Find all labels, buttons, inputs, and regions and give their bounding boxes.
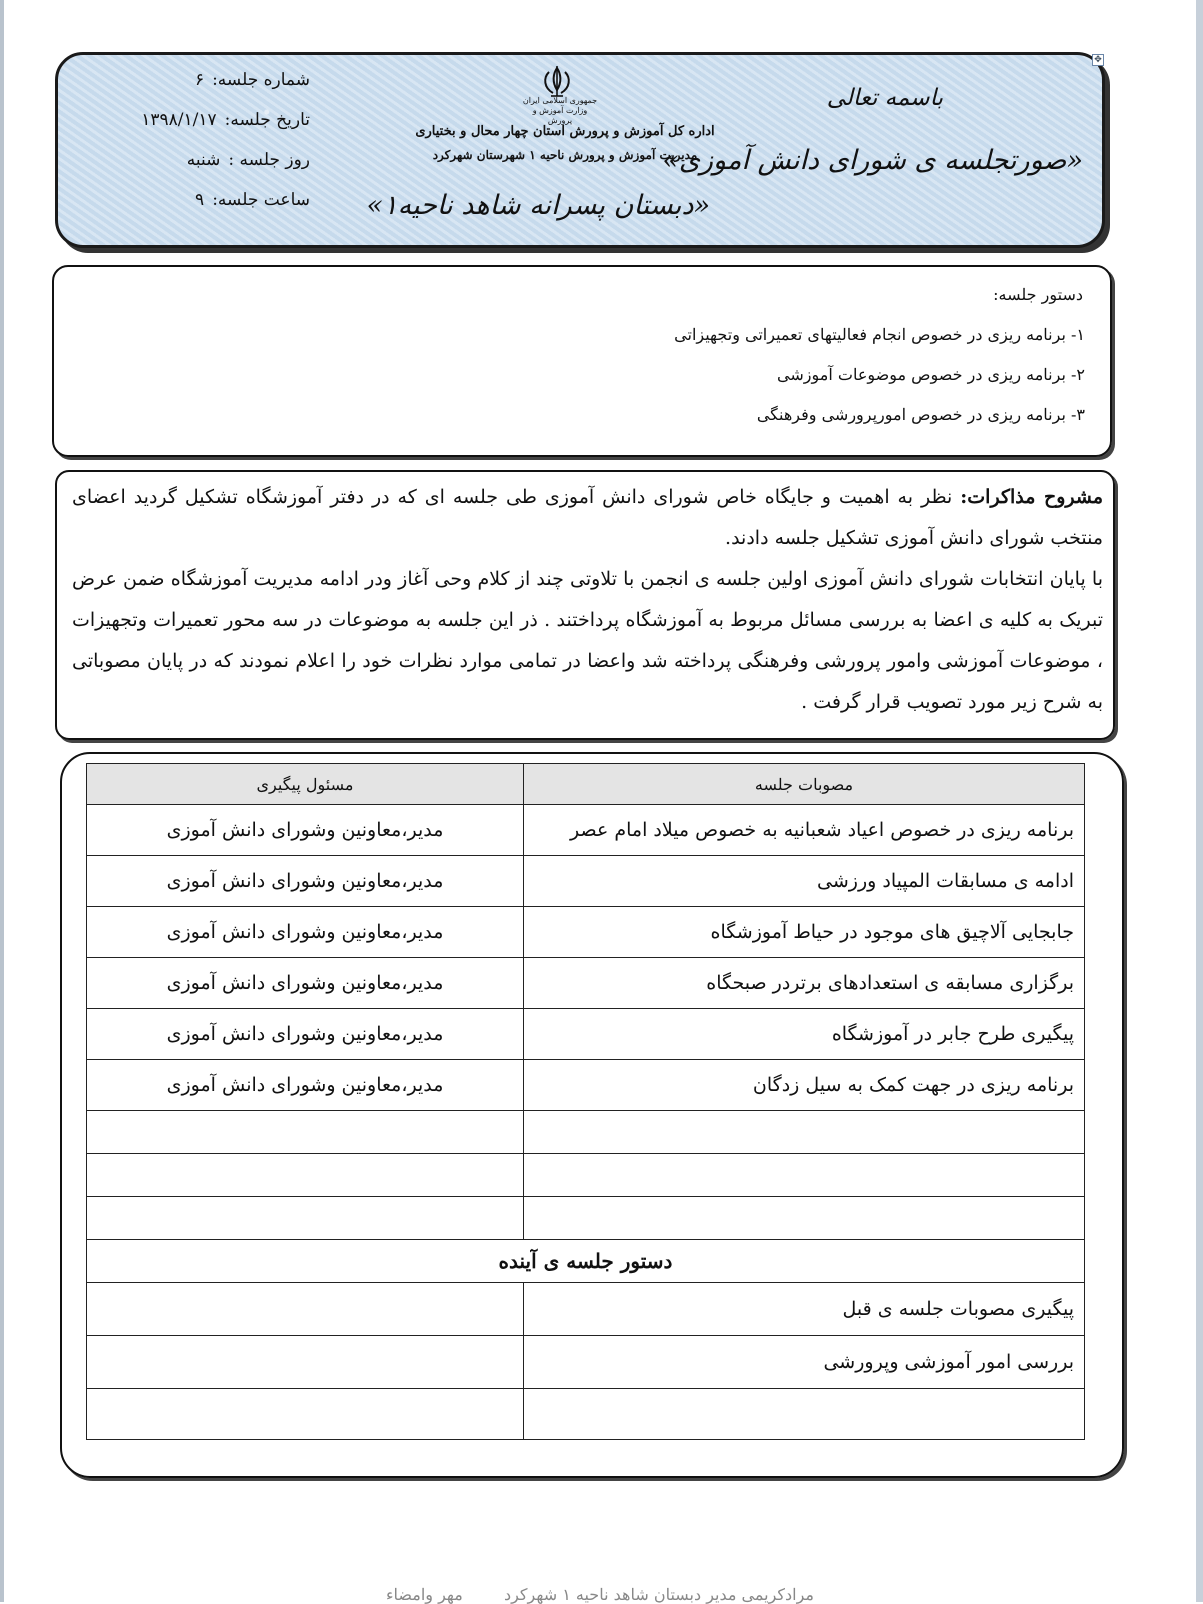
responsible-cell: مدیر،معاونین وشورای دانش آموزی xyxy=(87,805,524,856)
org-line-general-office: اداره کل آموزش و پرورش استان چهار محال و بختیاری xyxy=(415,124,715,139)
footer-signer: مرادکریمی مدیر دبستان شاهد ناحیه ۱ شهرکرد xyxy=(503,1585,814,1604)
meeting-day xyxy=(120,150,310,170)
table-row xyxy=(87,856,1085,907)
meeting-date xyxy=(120,110,310,130)
empty-cell xyxy=(87,1154,524,1197)
minutes-title: «صورتجلسه ی شورای دانش آموزی» xyxy=(662,145,1083,176)
agenda-title: دستور جلسه: xyxy=(993,285,1083,304)
page-edge-left xyxy=(0,0,4,1602)
table-row xyxy=(87,958,1085,1009)
table-header-row xyxy=(87,764,1085,805)
table-row xyxy=(87,1060,1085,1111)
empty-cell xyxy=(524,1154,1085,1197)
empty-cell xyxy=(87,1283,524,1336)
empty-row xyxy=(87,1197,1085,1240)
agenda-item: ۱- برنامه ریزی در خصوص انجام فعالیتهای تعمیراتی وتجهیزاتی xyxy=(674,325,1085,344)
meeting-time-value: ۹ xyxy=(195,190,205,210)
resolution-cell: برنامه ریزی در خصوص اعیاد شعبانیه به خصوص میلاد امام عصر xyxy=(524,805,1085,856)
next-meeting-row xyxy=(87,1283,1085,1336)
next-meeting-title-row xyxy=(87,1240,1085,1283)
empty-cell xyxy=(87,1336,524,1389)
meeting-time xyxy=(120,190,310,210)
empty-cell xyxy=(524,1389,1085,1440)
resolution-cell: برنامه ریزی در جهت کمک به سیل زدگان xyxy=(524,1060,1085,1111)
org-line-district-office: مدیریت آموزش و پرورش ناحیه ۱ شهرستان شهرکرد xyxy=(432,148,698,162)
empty-cell xyxy=(87,1111,524,1154)
meeting-number-label: شماره جلسه: xyxy=(212,70,310,90)
meeting-date-label: تاریخ جلسه: xyxy=(224,110,310,130)
resolution-cell: ادامه ی مسابقات المپیاد ورزشی xyxy=(524,856,1085,907)
table-row xyxy=(87,805,1085,856)
meeting-day-value: شنبه xyxy=(186,150,221,170)
responsible-cell: مدیر،معاونین وشورای دانش آموزی xyxy=(87,958,524,1009)
anchor-icon[interactable]: ✥ xyxy=(1092,54,1104,66)
column-header-resolutions: مصوبات جلسه xyxy=(524,764,1085,805)
meeting-date-value: ۱۳۹۸/۱/۱۷ xyxy=(141,110,217,130)
page-edge-right xyxy=(1196,0,1203,1602)
resolution-cell: برگزاری مسابقه ی استعدادهای برتردر صبحگاه xyxy=(524,958,1085,1009)
empty-row xyxy=(87,1389,1085,1440)
responsible-cell: مدیر،معاونین وشورای دانش آموزی xyxy=(87,1009,524,1060)
empty-cell xyxy=(524,1197,1085,1240)
meeting-number-value: ۶ xyxy=(194,70,205,90)
empty-cell xyxy=(87,1197,524,1240)
iran-emblem-icon xyxy=(537,64,577,100)
meeting-time-label: ساعت جلسه: xyxy=(212,190,310,210)
responsible-cell: مدیر،معاونین وشورای دانش آموزی xyxy=(87,856,524,907)
bismillah: باسمه تعالی xyxy=(826,85,943,111)
table-row xyxy=(87,907,1085,958)
empty-row xyxy=(87,1111,1085,1154)
school-name: «دبستان پسرانه شاهد ناحیه۱» xyxy=(366,190,710,221)
discussion-paragraph-2: با پایان انتخابات شورای دانش آموزی اولین جلسه ی انجمن با تلاوتی چند از کلام وحی آغاز ودر ادامه مدیریت آموزشگاه ضمن عرض تبریک به کلیه ی اعضا به بررسی مسائل مربوط به آموزشگاه پرداختند . ذر این جلسه به موضوعات در سه محور تعمیرات وتجهیزات ، موضوعات آموزشی وامور پرورشی وفرهنگی پرداخته شد واعضا در تمامی موارد نظرات خود را اعلام نمودند که در پایان مصوباتی به شرح زیر مورد تصویب قرار گرفت . xyxy=(72,568,1103,713)
empty-cell xyxy=(524,1111,1085,1154)
discussion-lead: مشروح مذاکرات: xyxy=(960,486,1103,508)
resolutions-table xyxy=(86,763,1085,1440)
footer-signature-line xyxy=(320,1585,880,1604)
agenda-item: ۲- برنامه ریزی در خصوص موضوعات آموزشی xyxy=(777,365,1085,384)
discussion-paragraph-1: نظر به اهمیت و جایگاه خاص شورای دانش آموزی طی جلسه ای که در دفتر آموزشگاه تشکیل گردید اعضای منتخب شورای دانش آموزی تشکیل جلسه دادند. xyxy=(72,486,1103,549)
next-meeting-title: دستور جلسه ی آینده xyxy=(87,1240,1085,1283)
resolution-cell: پیگیری طرح جابر در آموزشگاه xyxy=(524,1009,1085,1060)
column-header-responsible: مسئول پیگیری xyxy=(87,764,524,805)
responsible-cell: مدیر،معاونین وشورای دانش آموزی xyxy=(87,1060,524,1111)
empty-row xyxy=(87,1154,1085,1197)
meeting-number xyxy=(120,70,310,90)
empty-cell xyxy=(87,1389,524,1440)
resolution-cell: جابجایی آلاچیق های موجود در حیاط آموزشگاه xyxy=(524,907,1085,958)
footer-stamp: مهر وامضاء xyxy=(385,1585,463,1604)
meeting-day-label: روز جلسه : xyxy=(228,150,310,170)
table-row xyxy=(87,1009,1085,1060)
next-meeting-item: پیگیری مصوبات جلسه ی قبل xyxy=(524,1283,1085,1336)
responsible-cell: مدیر،معاونین وشورای دانش آموزی xyxy=(87,907,524,958)
next-meeting-item: بررسی امور آموزشی وپرورشی xyxy=(524,1336,1085,1389)
emblem-caption: جمهوری اسلامی ایران وزارت آموزش و پرورش xyxy=(522,96,598,125)
discussion-text xyxy=(72,477,1103,723)
agenda-item: ۳- برنامه ریزی در خصوص امورپرورشی وفرهنگی xyxy=(756,405,1085,424)
agenda-box xyxy=(52,265,1112,457)
next-meeting-row xyxy=(87,1336,1085,1389)
